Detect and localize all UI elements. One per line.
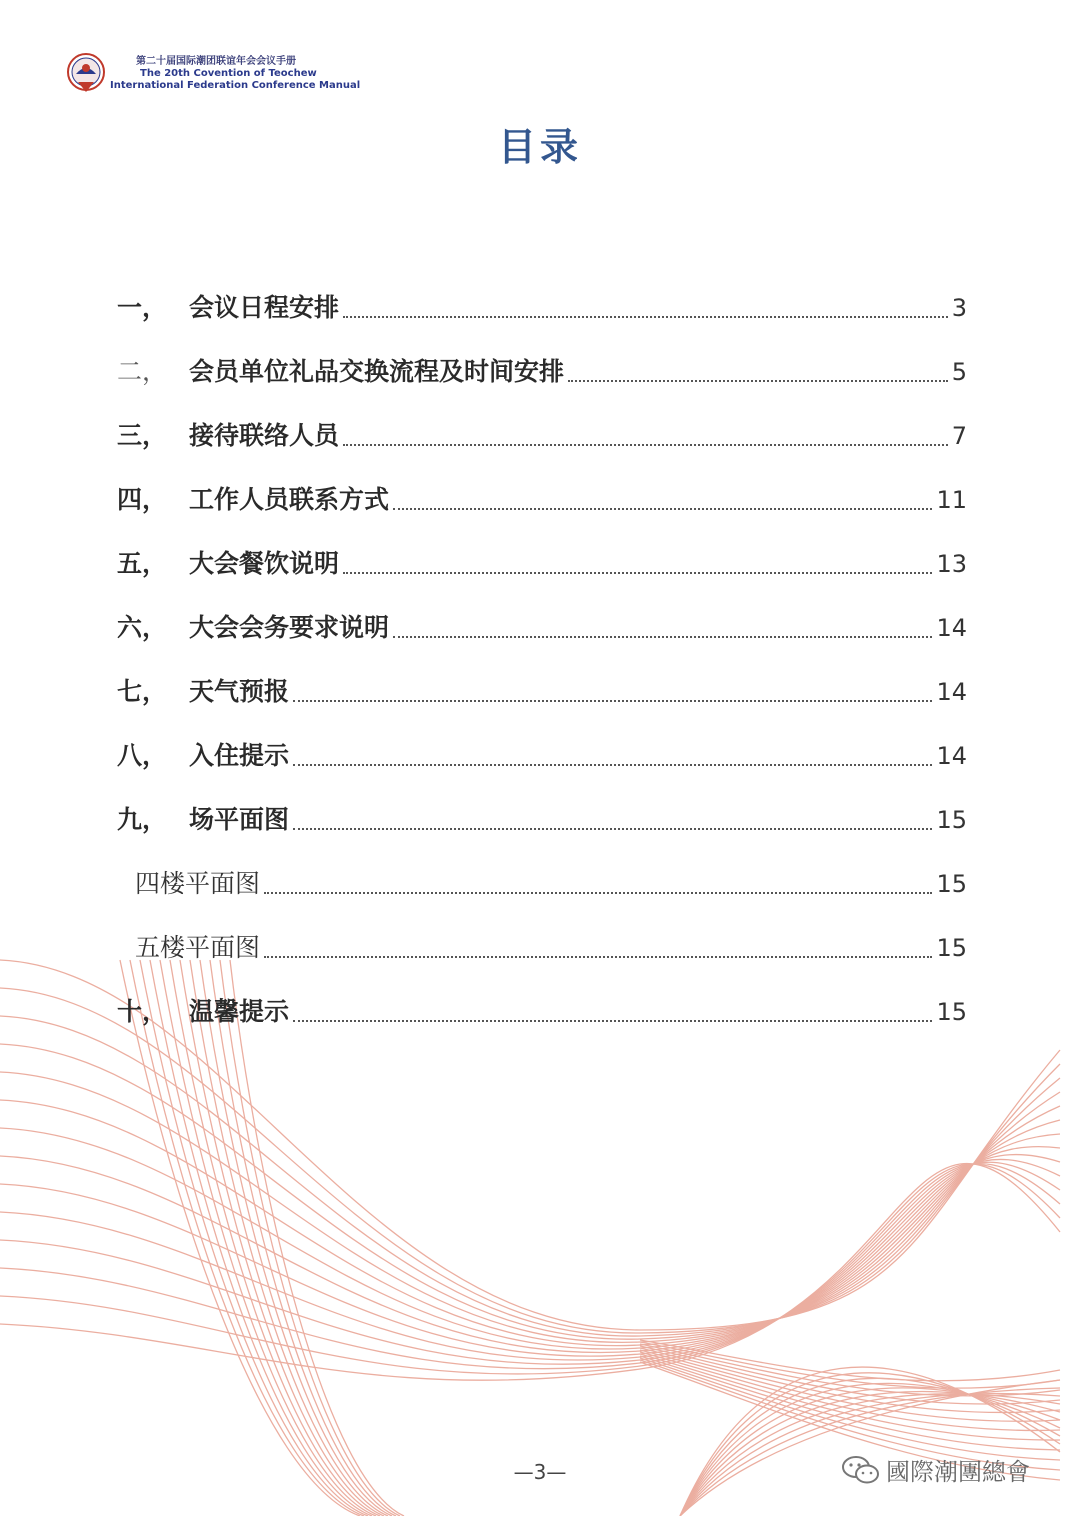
toc-row[interactable]	[117, 798, 967, 862]
toc-label: 会员单位礼品交换流程及时间安排	[189, 357, 565, 386]
toc-page-number: 13	[936, 550, 967, 578]
toc-leader-dots	[293, 798, 932, 830]
toc-leader-dots	[293, 990, 932, 1022]
toc-subrow[interactable]	[117, 862, 967, 926]
toc-number: 六，	[117, 613, 168, 642]
toc-number: 五，	[117, 549, 168, 578]
toc-page-number: 14	[936, 742, 967, 770]
toc-leader-dots	[293, 734, 932, 766]
toc-leader-dots	[393, 478, 932, 510]
toc-subrow[interactable]	[117, 926, 967, 990]
toc-label: 会议日程安排	[189, 293, 340, 322]
toc-leader-dots	[343, 414, 948, 446]
toc-page-number: 14	[936, 614, 967, 642]
toc-number: 十，	[117, 997, 168, 1026]
toc-row[interactable]	[117, 542, 967, 606]
toc-label: 大会餐饮说明	[189, 549, 340, 578]
toc-label: 天气预报	[189, 677, 290, 706]
header-title-cn: 第二十届国际潮团联谊年会会议手册	[136, 56, 296, 67]
toc-number: 三，	[117, 421, 168, 450]
toc-page-number: 5	[951, 358, 967, 386]
toc-page-number: 11	[936, 486, 967, 514]
toc-label: 四楼平面图	[135, 869, 261, 898]
manual-header	[64, 52, 360, 96]
toc-page-number: 15	[936, 870, 967, 898]
toc-label: 工作人员联系方式	[189, 485, 390, 514]
toc-row[interactable]	[117, 606, 967, 670]
toc-page-number: 14	[936, 678, 967, 706]
toc-row[interactable]	[117, 990, 967, 1054]
toc-number: 九，	[117, 805, 168, 834]
toc-label: 五楼平面图	[135, 933, 261, 962]
toc-leader-dots	[568, 350, 948, 382]
toc-leader-dots	[393, 606, 932, 638]
toc-label: 入住提示	[189, 741, 290, 770]
toc-label: 接待联络人员	[189, 421, 340, 450]
toc-label: 温馨提示	[189, 997, 290, 1026]
toc-leader-dots	[343, 542, 932, 574]
page-title: 目录	[497, 125, 582, 169]
toc-number: 八，	[117, 741, 168, 770]
toc-leader-dots	[293, 670, 932, 702]
watermark-text: 國際潮團總會	[886, 1458, 1030, 1486]
toc-page-number: 15	[936, 998, 967, 1026]
toc-row[interactable]	[117, 734, 967, 798]
toc-number: 二，	[117, 357, 168, 386]
header-title-en-1: The 20th Covention of Teochew	[140, 68, 317, 79]
toc-label: 场平面图	[189, 805, 290, 834]
toc-leader-dots	[343, 286, 948, 318]
wechat-icon	[840, 1453, 882, 1487]
toc-label: 大会会务要求说明	[189, 613, 390, 642]
federation-logo-icon	[64, 52, 108, 96]
toc-page-number: 7	[951, 422, 967, 450]
page-footer-number: —3—	[513, 1460, 567, 1484]
toc-row[interactable]	[117, 286, 967, 350]
toc-page-number: 15	[936, 806, 967, 834]
toc-row[interactable]	[117, 350, 967, 414]
toc-number: 七，	[117, 677, 168, 706]
toc-row[interactable]	[117, 670, 967, 734]
table-of-contents	[117, 286, 967, 1054]
toc-page-number: 3	[951, 294, 967, 322]
toc-page-number: 15	[936, 934, 967, 962]
toc-row[interactable]	[117, 414, 967, 478]
wechat-watermark	[840, 1452, 1030, 1487]
toc-leader-dots	[264, 862, 932, 894]
header-title-en-2: International Federation Conference Manual	[110, 80, 361, 91]
toc-row[interactable]	[117, 478, 967, 542]
toc-leader-dots	[264, 926, 932, 958]
toc-number: 四，	[117, 485, 168, 514]
toc-number: 一，	[117, 293, 168, 322]
